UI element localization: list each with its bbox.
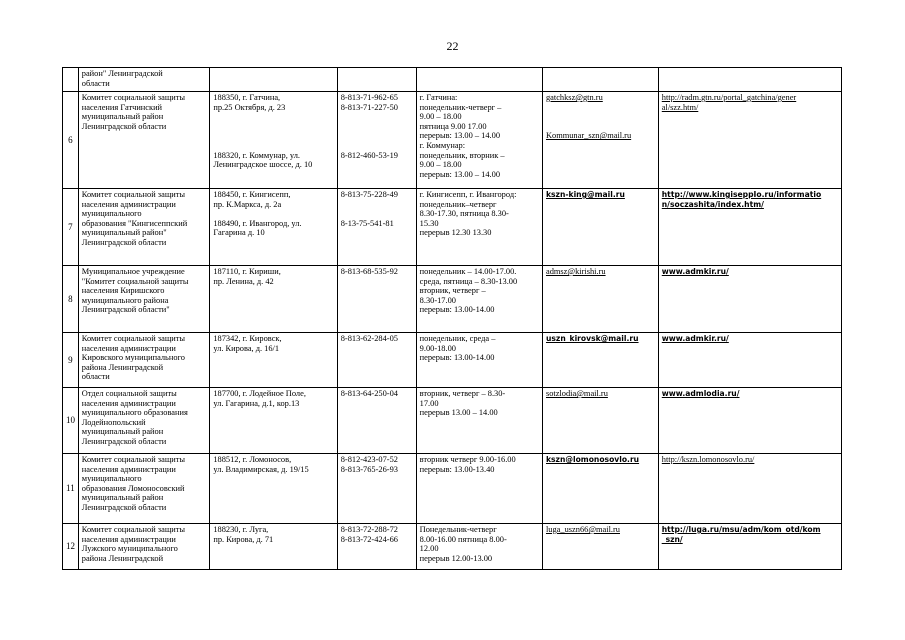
org-phone: 8-813-64-250-04: [337, 388, 416, 454]
org-website[interactable]: www.admkir.ru/: [658, 266, 841, 333]
org-hours: понедельник, среда – 9.00-18.00 перерыв: 13.00-14.00: [416, 333, 542, 388]
table-row: [63, 68, 842, 92]
org-website[interactable]: http://www.kingiseppIo.ru/informatio n/soczashita/index.htm/: [658, 189, 841, 266]
org-phone: 8-813-71-962-65 8-813-71-227-50 8-812-460-53-19: [337, 92, 416, 189]
org-email: [542, 68, 658, 92]
org-name: Комитет социальной защиты населения администрации Кировского муниципального района Ленинградской области: [78, 333, 210, 388]
table-row: [63, 524, 842, 570]
org-website[interactable]: http://kszn.lomonosovlo.ru/: [658, 454, 841, 524]
org-address: [210, 68, 337, 92]
org-address: 187700, г. Лодейное Поле, ул. Гагарина, д.1, кор.13: [210, 388, 337, 454]
table-row: [63, 92, 842, 189]
org-phone: [337, 68, 416, 92]
org-phone: 8-813-75-228-49 8-13-75-541-81: [337, 189, 416, 266]
row-number: 7: [63, 189, 79, 266]
org-email[interactable]: admsz@kirishi.ru: [542, 266, 658, 333]
org-phone: 8-812-423-07-52 8-813-765-26-93: [337, 454, 416, 524]
org-name: Комитет социальной защиты населения администрации муниципального образования Ломоносовский муниципальный район Ленинградской области: [78, 454, 210, 524]
org-address: 188450, г. Кингисепп, пр. К.Маркса, д. 2а 188490, г. Ивангород, ул. Гагарина д. 10: [210, 189, 337, 266]
org-email[interactable]: uszn_kirovsk@mail.ru: [542, 333, 658, 388]
org-name: Комитет социальной защиты населения администрации муниципального образования "Кингисеппский муниципальный район" Ленинградской области: [78, 189, 210, 266]
table-row: [63, 454, 842, 524]
org-hours: понедельник – 14.00-17.00. среда, пятница – 8.30-13.00 вторник, четверг – 8.30-17.00 перерыв: 13.00-14.00: [416, 266, 542, 333]
org-address: 188350, г. Гатчина, пр.25 Октября, д. 23 188320, г. Коммунар, ул. Ленинградское шоссе, д. 10: [210, 92, 337, 189]
org-hours: вторник четверг 9.00-16.00 перерыв: 13.00-13.40: [416, 454, 542, 524]
page-number: 22: [446, 39, 459, 53]
org-website[interactable]: www.admkir.ru/: [658, 333, 841, 388]
org-name: Комитет социальной защиты населения Гатчинский муниципальный район Ленинградской области: [78, 92, 210, 189]
row-number: 8: [63, 266, 79, 333]
contacts-table: [62, 67, 842, 570]
org-name: Комитет социальной защиты населения администрации Лужского муниципального района Ленинградской: [78, 524, 210, 570]
row-number: 12: [63, 524, 79, 570]
row-number: 10: [63, 388, 79, 454]
org-hours: г. Гатчина: понедельник-четверг – 9.00 – 18.00 пятница 9.00 17.00 перерыв: 13.00 – 14.00 г. Коммунар: понедельник, вторник – 9.00 – 18.00 перерыв: 13.00 – 14.00: [416, 92, 542, 189]
org-hours: вторник, четверг – 8.30- 17.00 перерыв 13.00 – 14.00: [416, 388, 542, 454]
row-number: 6: [63, 92, 79, 189]
org-hours: г. Кингисепп, г. Ивангород: понедельник–четверг 8.30-17.30, пятница 8.30- 15.30 перерыв 12.30 13.30: [416, 189, 542, 266]
org-email[interactable]: gatchksz@gtn.ru Kommunar_szn@mail.ru: [542, 92, 658, 189]
org-name: Отдел социальной защиты населения администрации муниципального образования Лодейнопольский муниципальный район Ленинградской области: [78, 388, 210, 454]
org-name: район" Ленинградской области: [78, 68, 210, 92]
org-address: 188512, г. Ломоносов, ул. Владимирская, д. 19/15: [210, 454, 337, 524]
table-row: [63, 333, 842, 388]
org-address: 188230, г. Луга, пр. Кирова, д. 71: [210, 524, 337, 570]
org-phone: 8-813-68-535-92: [337, 266, 416, 333]
org-website[interactable]: http://radm.gtn.ru/portal_gatchina/gener al/szz.htm/: [658, 92, 841, 189]
org-email[interactable]: sotzlodia@mail.ru: [542, 388, 658, 454]
org-phone: 8-813-62-284-05: [337, 333, 416, 388]
org-website: [658, 68, 841, 92]
table-row: [63, 189, 842, 266]
org-phone: 8-813-72-288-72 8-813-72-424-66: [337, 524, 416, 570]
org-email[interactable]: luga_uszn66@mail.ru: [542, 524, 658, 570]
table-row: [63, 266, 842, 333]
org-website[interactable]: www.admlodia.ru/: [658, 388, 841, 454]
org-email[interactable]: kszn-king@mail.ru: [542, 189, 658, 266]
org-address: 187342, г. Кировск, ул. Кирова, д. 16/1: [210, 333, 337, 388]
row-number: 11: [63, 454, 79, 524]
org-hours: Понедельник-четверг 8.00-16.00 пятница 8.00- 12.00 перерыв 12.00-13.00: [416, 524, 542, 570]
row-number: 9: [63, 333, 79, 388]
org-hours: [416, 68, 542, 92]
org-name: Муниципальное учреждение "Комитет социальной защиты населения Киришского муниципального района Ленинградской области": [78, 266, 210, 333]
row-number: [63, 68, 79, 92]
org-email[interactable]: kszn@lomonosovlo.ru: [542, 454, 658, 524]
org-address: 187110, г. Кириши, пр. Ленина, д. 42: [210, 266, 337, 333]
org-website[interactable]: http://luga.ru/msu/adm/kom_otd/kom _szn/: [658, 524, 841, 570]
table-row: [63, 388, 842, 454]
